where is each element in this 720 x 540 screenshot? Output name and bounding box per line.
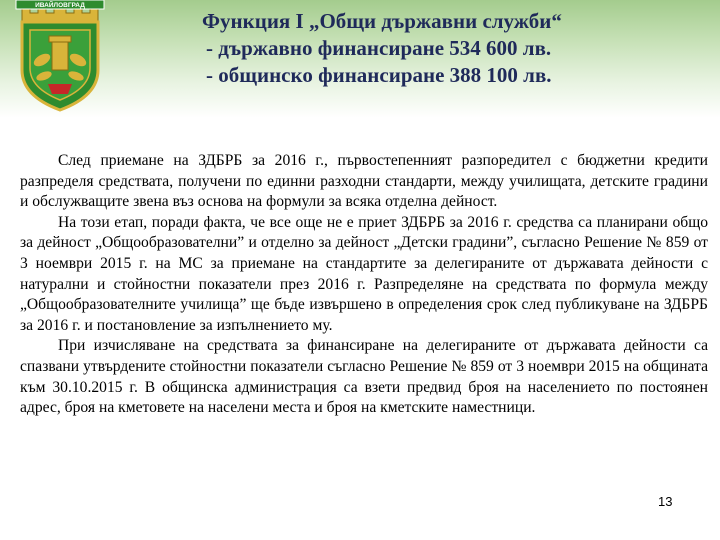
municipality-crest-logo xyxy=(8,0,112,112)
paragraph-3: При изчисляване на средствата за финансиране на делегираните от държавата дейности са спазвани утвърдените стойностни показатели съгласно Решение № 859 от 3 ноември 2015 на общината към 30.10.2015 г. В общинска администрация са взети предвид броя на населението по постоянен адрес, броя на кметовете на населени места и броя на кметските наместници. xyxy=(20,337,708,417)
page-number: 13 xyxy=(658,494,673,509)
title-line-2: - държавно финансиране 534 600 лв. xyxy=(206,36,552,60)
paragraph-1: След приемане на ЗДБРБ за 2016 г., първостепенният разпоредител с бюджетни кредити разпределя средствата, получени по единни разходни стандарти, между училищата, детските градини и обслужващите звена въз основа на формули за всяка отделна дейност. xyxy=(20,152,708,211)
body-text xyxy=(20,151,708,419)
svg-text:ИВАЙЛОВГРАД: ИВАЙЛОВГРАД xyxy=(35,2,85,9)
title-line-3: - общинско финансиране 388 100 лв. xyxy=(206,63,552,87)
header-band xyxy=(0,0,720,118)
paragraph-2: На този етап, поради факта, че все още не е приет ЗДБРБ за 2016 г. средства са планирани общо за дейност „Общообразователни” и отделно за дейност „Детски градини”, съгласно Решение № 859 от 3 ноември 2015 г. на МС за приемане на стандартите за делегираните от държавата дейности с натурални и стойностни показатели през 2016 г. Разпределяне на средствата по формула между „Общообразователните училища” ще бъде извършено в определения срок след публикуване на ЗДБРБ за 2016 г. и постановление за изпълнението му. xyxy=(20,213,708,334)
slide-title xyxy=(150,8,670,89)
title-line-1: Функция I „Общи държавни служби“ xyxy=(202,9,562,33)
